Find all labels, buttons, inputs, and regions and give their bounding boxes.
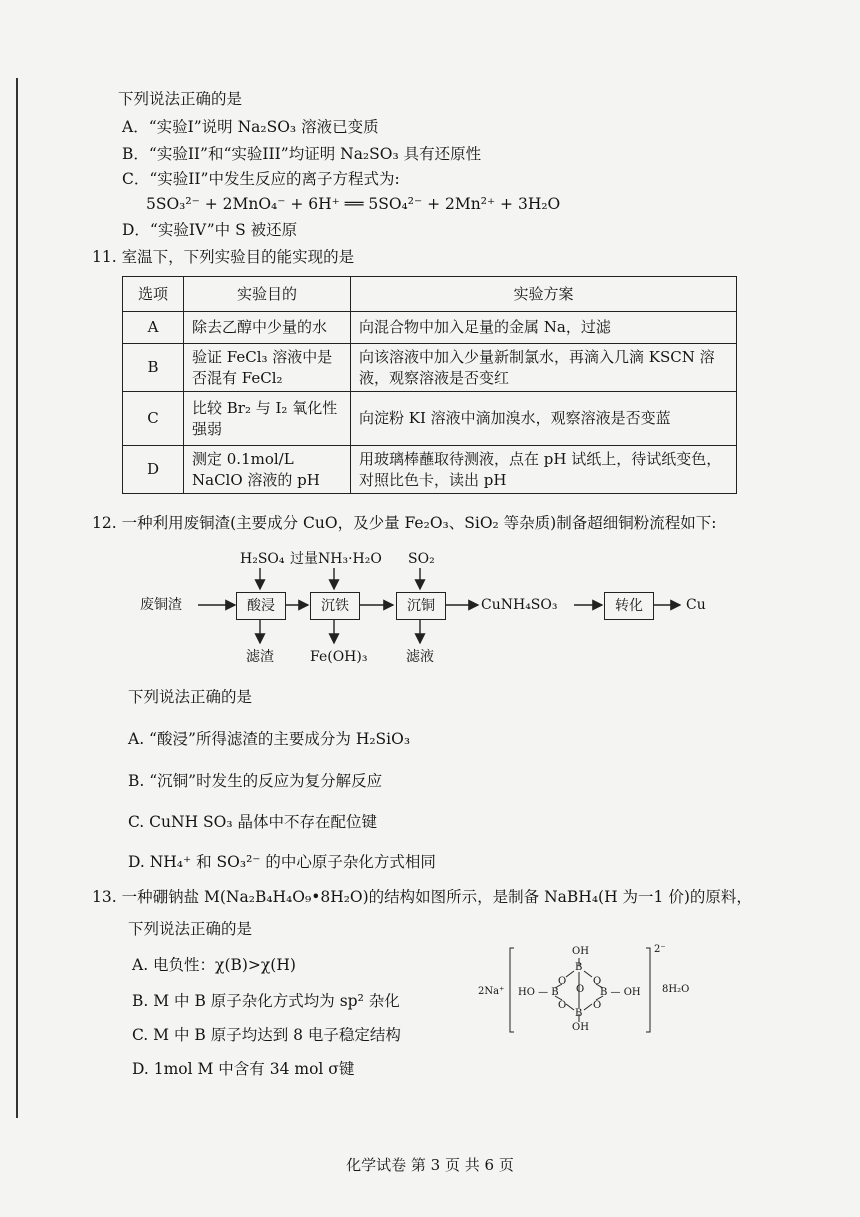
- q11-stem: 11. 室温下，下列实验目的能实现的是: [92, 248, 355, 266]
- row-plan: 用玻璃棒蘸取待测液，点在 pH 试纸上，待试纸变色，对照比色卡，读出 pH: [351, 446, 737, 494]
- row-goal: 比较 Br₂ 与 I₂ 氧化性强弱: [184, 392, 351, 446]
- q13-stem: 13. 一种硼钠盐 M(Na₂B₄H₄O₉•8H₂O)的结构如图所示，是制备 NaBH₄(H 为一1 价)的原料，: [92, 888, 752, 906]
- structure-o-left-top: O: [558, 976, 567, 987]
- flow-reagent-ammonia: 过量NH₃·H₂O: [290, 551, 382, 567]
- structure-top-oh: OH: [572, 946, 589, 957]
- header-goal: 实验目的: [184, 277, 351, 312]
- q12-option-a: A. “酸浸”所得滤渣的主要成分为 H₂SiO₃: [128, 730, 411, 748]
- structure-water: 8H₂O: [662, 984, 690, 995]
- q12-stem: 12. 一种利用废铜渣(主要成分 CuO，及少量 Fe₂O₃、SiO₂ 等杂质)制备超细铜粉流程如下:: [92, 514, 717, 532]
- row-goal: 验证 FeCl₃ 溶液中是否混有 FeCl₂: [184, 344, 351, 392]
- row-option: D: [123, 446, 184, 494]
- q10-option-a: A．“实验I”说明 Na₂SO₃ 溶液已变质: [122, 118, 379, 136]
- table-row: [123, 446, 737, 494]
- row-option: A: [123, 312, 184, 344]
- row-option: C: [123, 392, 184, 446]
- row-goal: 测定 0.1mol/L NaClO 溶液的 pH: [184, 446, 351, 494]
- structure-o-left-bottom: O: [558, 1000, 567, 1011]
- row-plan: 向混合物中加入足量的金属 Na，过滤: [351, 312, 737, 344]
- q12-option-d: D. NH₄⁺ 和 SO₃²⁻ 的中心原子杂化方式相同: [128, 853, 436, 871]
- table-row: [123, 344, 737, 392]
- flow-start-label: 废铜渣: [140, 597, 182, 613]
- margin-line: [16, 78, 18, 1118]
- page-footer: 化学试卷 第 3 页 共 6 页: [346, 1156, 514, 1174]
- flow-step-copper-precipitation: 沉铜: [396, 592, 446, 620]
- row-goal: 除去乙醇中少量的水: [184, 312, 351, 344]
- q13-sub-stem: 下列说法正确的是: [128, 920, 253, 938]
- flow-step-acid-leach: 酸浸: [236, 592, 286, 620]
- table-row: [123, 312, 737, 344]
- q12-process-flowchart: [140, 548, 740, 678]
- row-plan: 向淀粉 KI 溶液中滴加溴水，观察溶液是否变蓝: [351, 392, 737, 446]
- flow-step-iron-precipitation: 沉铁: [310, 592, 360, 620]
- flow-end-label: Cu: [686, 597, 706, 613]
- q10-option-d: D．“实验IV”中 S 被还原: [122, 221, 298, 239]
- row-option: B: [123, 344, 184, 392]
- row-plan: 向该溶液中加入少量新制氯水，再滴入几滴 KSCN 溶液，观察溶液是否变红: [351, 344, 737, 392]
- q13-option-b: B. M 中 B 原子杂化方式均为 sp² 杂化: [132, 992, 400, 1010]
- structure-right-b-oh: B — OH: [600, 987, 641, 998]
- structure-charge: 2⁻: [654, 944, 666, 955]
- structure-left-ho-b: HO — B: [518, 987, 559, 998]
- q12-sub-stem: 下列说法正确的是: [128, 688, 253, 706]
- q10-option-c: C．“实验II”中发生反应的离子方程式为:: [122, 170, 400, 188]
- q10-option-b: B．“实验II”和“实验III”均证明 Na₂SO₃ 具有还原性: [122, 145, 482, 163]
- q12-option-b: B. “沉铜”时发生的反应为复分解反应: [128, 772, 383, 790]
- flow-reagent-so2: SO₂: [408, 551, 435, 567]
- flow-reagent-h2so4: H₂SO₄: [240, 551, 285, 567]
- table-header-row: [123, 277, 737, 312]
- structure-o-center: O: [576, 984, 585, 995]
- flow-output-filtrate: 滤液: [406, 649, 434, 665]
- table-row: [123, 392, 737, 446]
- structure-bottom-b: B: [575, 1008, 583, 1019]
- structure-o-right-top: O: [593, 976, 602, 987]
- header-option: 选项: [123, 277, 184, 312]
- flow-step-conversion: 转化: [604, 592, 654, 620]
- flow-output-feoh3: Fe(OH)₃: [310, 649, 368, 665]
- q10-stem: 下列说法正确的是: [118, 90, 243, 108]
- q11-experiment-table: [122, 276, 737, 494]
- q12-option-c: C. CuNH SO₃ 晶体中不存在配位键: [128, 813, 377, 831]
- structure-top-b: B: [575, 962, 583, 973]
- flow-output-residue: 滤渣: [246, 649, 274, 665]
- q10-option-c-equation: 5SO₃²⁻ + 2MnO₄⁻ + 6H⁺ ══ 5SO₄²⁻ + 2Mn²⁺ + 3H₂O: [146, 195, 561, 213]
- structure-o-right-bottom: O: [593, 1000, 602, 1011]
- structure-cation: 2Na⁺: [478, 986, 505, 997]
- q13-option-d: D. 1mol M 中含有 34 mol σ键: [132, 1060, 355, 1078]
- q13-option-c: C. M 中 B 原子均达到 8 电子稳定结构: [132, 1026, 401, 1044]
- structure-bottom-oh: OH: [572, 1022, 589, 1033]
- flow-intermediate-label: CuNH₄SO₃: [481, 597, 558, 613]
- q13-option-a: A. 电负性：χ(B)>χ(H): [132, 956, 296, 974]
- header-plan: 实验方案: [351, 277, 737, 312]
- q13-borate-structure-diagram: [478, 944, 728, 1040]
